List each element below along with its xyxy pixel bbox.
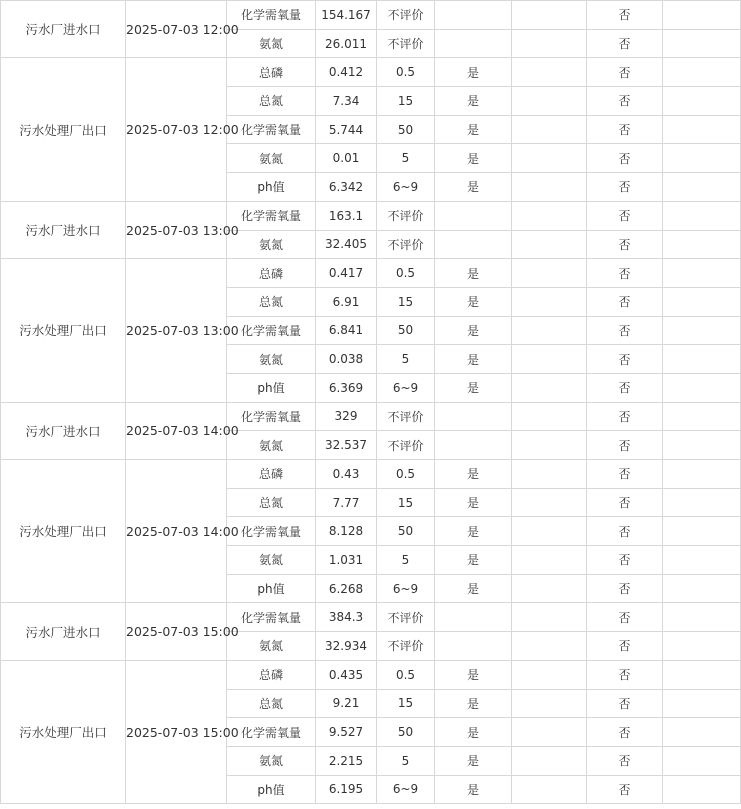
pollutant-item-cell: 化学需氧量	[227, 402, 316, 431]
measured-value-cell: 2.215	[316, 746, 377, 775]
empty-cell	[663, 173, 741, 202]
over-limit-cell: 否	[587, 460, 663, 489]
empty-cell	[663, 144, 741, 173]
empty-cell	[512, 230, 587, 259]
compliance-cell: 是	[435, 574, 512, 603]
over-limit-cell: 否	[587, 718, 663, 747]
over-limit-cell: 否	[587, 115, 663, 144]
empty-cell	[512, 775, 587, 804]
standard-limit-cell: 15	[377, 87, 435, 116]
empty-cell	[512, 345, 587, 374]
measured-value-cell: 6.268	[316, 574, 377, 603]
empty-cell	[512, 58, 587, 87]
empty-cell	[512, 718, 587, 747]
pollutant-item-cell: ph值	[227, 775, 316, 804]
empty-cell	[512, 287, 587, 316]
empty-cell	[663, 517, 741, 546]
over-limit-cell: 否	[587, 58, 663, 87]
compliance-cell	[435, 402, 512, 431]
compliance-cell: 是	[435, 345, 512, 374]
pollutant-item-cell: 氨氮	[227, 230, 316, 259]
compliance-cell: 是	[435, 58, 512, 87]
standard-limit-cell: 不评价	[377, 29, 435, 58]
station-name-cell: 污水厂进水口	[1, 201, 126, 258]
standard-limit-cell: 不评价	[377, 1, 435, 30]
pollutant-item-cell: 总氮	[227, 87, 316, 116]
compliance-cell: 是	[435, 287, 512, 316]
empty-cell	[512, 173, 587, 202]
measured-value-cell: 9.21	[316, 689, 377, 718]
empty-cell	[663, 201, 741, 230]
empty-cell	[512, 115, 587, 144]
empty-cell	[663, 689, 741, 718]
empty-cell	[512, 201, 587, 230]
over-limit-cell: 否	[587, 287, 663, 316]
over-limit-cell: 否	[587, 345, 663, 374]
station-name-cell: 污水厂进水口	[1, 1, 126, 58]
over-limit-cell: 否	[587, 1, 663, 30]
pollutant-item-cell: 氨氮	[227, 632, 316, 661]
monitor-time-cell: 2025-07-03 12:00	[126, 1, 227, 58]
empty-cell	[512, 546, 587, 575]
empty-cell	[663, 58, 741, 87]
standard-limit-cell: 6~9	[377, 775, 435, 804]
over-limit-cell: 否	[587, 259, 663, 288]
measured-value-cell: 7.77	[316, 488, 377, 517]
standard-limit-cell: 15	[377, 488, 435, 517]
compliance-cell	[435, 29, 512, 58]
standard-limit-cell: 50	[377, 517, 435, 546]
compliance-cell: 是	[435, 689, 512, 718]
measured-value-cell: 163.1	[316, 201, 377, 230]
monitor-time-cell: 2025-07-03 15:00	[126, 660, 227, 803]
monitor-time-cell: 2025-07-03 12:00	[126, 58, 227, 201]
empty-cell	[663, 402, 741, 431]
pollutant-item-cell: 总磷	[227, 58, 316, 87]
compliance-cell	[435, 230, 512, 259]
measured-value-cell: 6.342	[316, 173, 377, 202]
compliance-cell	[435, 603, 512, 632]
over-limit-cell: 否	[587, 29, 663, 58]
standard-limit-cell: 0.5	[377, 58, 435, 87]
over-limit-cell: 否	[587, 431, 663, 460]
monitor-time-cell: 2025-07-03 13:00	[126, 259, 227, 402]
empty-cell	[512, 29, 587, 58]
measured-value-cell: 154.167	[316, 1, 377, 30]
measured-value-cell: 6.841	[316, 316, 377, 345]
empty-cell	[663, 345, 741, 374]
monitor-time-cell: 2025-07-03 14:00	[126, 460, 227, 603]
empty-cell	[663, 574, 741, 603]
empty-cell	[663, 287, 741, 316]
measured-value-cell: 0.412	[316, 58, 377, 87]
standard-limit-cell: 6~9	[377, 173, 435, 202]
compliance-cell: 是	[435, 775, 512, 804]
over-limit-cell: 否	[587, 775, 663, 804]
empty-cell	[512, 259, 587, 288]
empty-cell	[512, 517, 587, 546]
measured-value-cell: 0.417	[316, 259, 377, 288]
compliance-cell	[435, 632, 512, 661]
over-limit-cell: 否	[587, 488, 663, 517]
table-row	[1, 58, 741, 87]
measured-value-cell: 0.01	[316, 144, 377, 173]
monitor-time-cell: 2025-07-03 15:00	[126, 603, 227, 660]
standard-limit-cell: 0.5	[377, 460, 435, 489]
standard-limit-cell: 不评价	[377, 201, 435, 230]
measured-value-cell: 6.91	[316, 287, 377, 316]
measured-value-cell: 6.369	[316, 373, 377, 402]
empty-cell	[663, 431, 741, 460]
over-limit-cell: 否	[587, 201, 663, 230]
compliance-cell: 是	[435, 316, 512, 345]
compliance-cell: 是	[435, 660, 512, 689]
station-name-cell: 污水处理厂出口	[1, 660, 126, 803]
standard-limit-cell: 5	[377, 144, 435, 173]
table-row	[1, 1, 741, 30]
compliance-cell	[435, 431, 512, 460]
pollutant-item-cell: 总磷	[227, 460, 316, 489]
standard-limit-cell: 不评价	[377, 230, 435, 259]
empty-cell	[663, 603, 741, 632]
pollutant-item-cell: 总磷	[227, 660, 316, 689]
over-limit-cell: 否	[587, 574, 663, 603]
over-limit-cell: 否	[587, 173, 663, 202]
over-limit-cell: 否	[587, 546, 663, 575]
empty-cell	[663, 746, 741, 775]
over-limit-cell: 否	[587, 746, 663, 775]
compliance-cell: 是	[435, 259, 512, 288]
table-row	[1, 460, 741, 489]
table-row	[1, 402, 741, 431]
pollutant-item-cell: 化学需氧量	[227, 603, 316, 632]
empty-cell	[512, 87, 587, 116]
pollutant-item-cell: 化学需氧量	[227, 201, 316, 230]
measured-value-cell: 6.195	[316, 775, 377, 804]
empty-cell	[512, 373, 587, 402]
measured-value-cell: 32.934	[316, 632, 377, 661]
empty-cell	[663, 546, 741, 575]
station-name-cell: 污水厂进水口	[1, 402, 126, 459]
pollutant-item-cell: 总氮	[227, 287, 316, 316]
pollutant-item-cell: 总氮	[227, 689, 316, 718]
pollutant-item-cell: ph值	[227, 373, 316, 402]
over-limit-cell: 否	[587, 87, 663, 116]
over-limit-cell: 否	[587, 660, 663, 689]
empty-cell	[663, 115, 741, 144]
empty-cell	[663, 488, 741, 517]
standard-limit-cell: 0.5	[377, 259, 435, 288]
empty-cell	[512, 689, 587, 718]
pollutant-item-cell: 总磷	[227, 259, 316, 288]
empty-cell	[663, 1, 741, 30]
standard-limit-cell: 6~9	[377, 574, 435, 603]
table-row	[1, 603, 741, 632]
table-row	[1, 259, 741, 288]
empty-cell	[663, 373, 741, 402]
over-limit-cell: 否	[587, 230, 663, 259]
compliance-cell: 是	[435, 546, 512, 575]
standard-limit-cell: 5	[377, 345, 435, 374]
standard-limit-cell: 6~9	[377, 373, 435, 402]
pollutant-item-cell: 化学需氧量	[227, 517, 316, 546]
over-limit-cell: 否	[587, 517, 663, 546]
measured-value-cell: 0.435	[316, 660, 377, 689]
station-name-cell: 污水厂进水口	[1, 603, 126, 660]
empty-cell	[512, 488, 587, 517]
empty-cell	[663, 775, 741, 804]
empty-cell	[512, 603, 587, 632]
measured-value-cell: 7.34	[316, 87, 377, 116]
standard-limit-cell: 不评价	[377, 632, 435, 661]
over-limit-cell: 否	[587, 603, 663, 632]
compliance-cell: 是	[435, 488, 512, 517]
pollutant-item-cell: 氨氮	[227, 144, 316, 173]
compliance-cell: 是	[435, 115, 512, 144]
station-name-cell: 污水处理厂出口	[1, 58, 126, 201]
pollutant-item-cell: ph值	[227, 574, 316, 603]
table-row	[1, 201, 741, 230]
empty-cell	[512, 460, 587, 489]
measured-value-cell: 1.031	[316, 546, 377, 575]
measured-value-cell: 5.744	[316, 115, 377, 144]
empty-cell	[663, 460, 741, 489]
station-name-cell: 污水处理厂出口	[1, 460, 126, 603]
over-limit-cell: 否	[587, 402, 663, 431]
compliance-cell	[435, 201, 512, 230]
pollutant-item-cell: 化学需氧量	[227, 718, 316, 747]
measured-value-cell: 32.537	[316, 431, 377, 460]
pollutant-item-cell: 总氮	[227, 488, 316, 517]
standard-limit-cell: 不评价	[377, 603, 435, 632]
compliance-cell: 是	[435, 517, 512, 546]
empty-cell	[512, 316, 587, 345]
empty-cell	[512, 431, 587, 460]
compliance-cell: 是	[435, 173, 512, 202]
pollutant-item-cell: 氨氮	[227, 431, 316, 460]
empty-cell	[663, 29, 741, 58]
pollutant-item-cell: 氨氮	[227, 546, 316, 575]
compliance-cell: 是	[435, 746, 512, 775]
standard-limit-cell: 5	[377, 546, 435, 575]
empty-cell	[663, 316, 741, 345]
pollutant-item-cell: 化学需氧量	[227, 1, 316, 30]
measured-value-cell: 32.405	[316, 230, 377, 259]
pollutant-item-cell: 氨氮	[227, 746, 316, 775]
measured-value-cell: 0.43	[316, 460, 377, 489]
over-limit-cell: 否	[587, 144, 663, 173]
table-body	[1, 1, 741, 804]
empty-cell	[663, 87, 741, 116]
pollutant-item-cell: 化学需氧量	[227, 316, 316, 345]
measured-value-cell: 0.038	[316, 345, 377, 374]
standard-limit-cell: 15	[377, 287, 435, 316]
compliance-cell: 是	[435, 87, 512, 116]
empty-cell	[512, 574, 587, 603]
empty-cell	[512, 1, 587, 30]
standard-limit-cell: 50	[377, 718, 435, 747]
compliance-cell: 是	[435, 144, 512, 173]
pollutant-item-cell: 氨氮	[227, 29, 316, 58]
monitor-time-cell: 2025-07-03 13:00	[126, 201, 227, 258]
standard-limit-cell: 0.5	[377, 660, 435, 689]
standard-limit-cell: 50	[377, 316, 435, 345]
empty-cell	[663, 718, 741, 747]
empty-cell	[512, 660, 587, 689]
empty-cell	[512, 402, 587, 431]
standard-limit-cell: 不评价	[377, 402, 435, 431]
pollutant-item-cell: ph值	[227, 173, 316, 202]
compliance-cell	[435, 1, 512, 30]
empty-cell	[663, 259, 741, 288]
standard-limit-cell: 15	[377, 689, 435, 718]
compliance-cell: 是	[435, 718, 512, 747]
measured-value-cell: 26.011	[316, 29, 377, 58]
compliance-cell: 是	[435, 373, 512, 402]
empty-cell	[512, 144, 587, 173]
standard-limit-cell: 不评价	[377, 431, 435, 460]
empty-cell	[663, 632, 741, 661]
empty-cell	[663, 230, 741, 259]
empty-cell	[512, 632, 587, 661]
over-limit-cell: 否	[587, 689, 663, 718]
table-row	[1, 660, 741, 689]
over-limit-cell: 否	[587, 632, 663, 661]
station-name-cell: 污水处理厂出口	[1, 259, 126, 402]
measured-value-cell: 8.128	[316, 517, 377, 546]
standard-limit-cell: 5	[377, 746, 435, 775]
pollutant-item-cell: 化学需氧量	[227, 115, 316, 144]
over-limit-cell: 否	[587, 316, 663, 345]
monitor-time-cell: 2025-07-03 14:00	[126, 402, 227, 459]
pollutant-item-cell: 氨氮	[227, 345, 316, 374]
measured-value-cell: 384.3	[316, 603, 377, 632]
empty-cell	[663, 660, 741, 689]
over-limit-cell: 否	[587, 373, 663, 402]
compliance-cell: 是	[435, 460, 512, 489]
standard-limit-cell: 50	[377, 115, 435, 144]
empty-cell	[512, 746, 587, 775]
measured-value-cell: 329	[316, 402, 377, 431]
measured-value-cell: 9.527	[316, 718, 377, 747]
